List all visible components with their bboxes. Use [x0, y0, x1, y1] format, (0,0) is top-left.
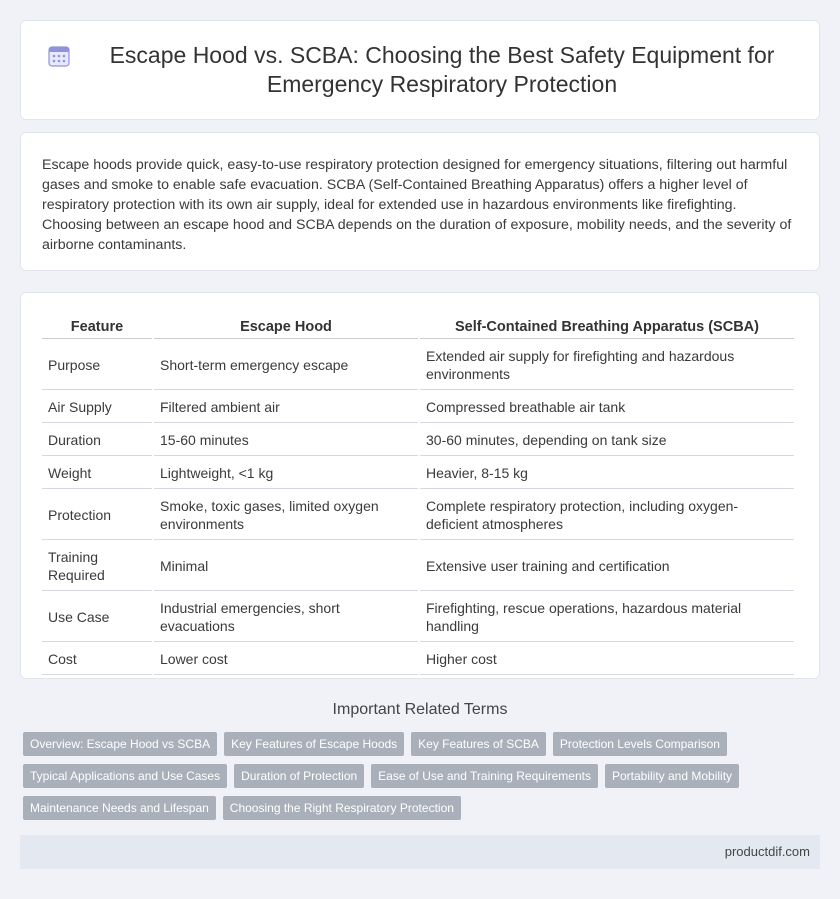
scba-cell: Extended air supply for firefighting and hazardous environments [420, 341, 794, 390]
escape-hood-cell: Lower cost [154, 644, 418, 675]
escape-hood-cell: Filtered ambient air [154, 392, 418, 423]
escape-hood-cell: Short-term emergency escape [154, 341, 418, 390]
table-header-row [42, 316, 794, 339]
related-term-tag[interactable]: Maintenance Needs and Lifespan [23, 796, 216, 820]
feature-cell: Training Required [42, 542, 152, 591]
intro-card [20, 132, 820, 271]
table-row [42, 644, 794, 675]
page-title: Escape Hood vs. SCBA: Choosing the Best Safety Equipment for Emergency Respiratory Protection [109, 42, 775, 97]
calendar-grid-icon [48, 45, 70, 67]
scba-cell: 30-60 minutes, depending on tank size [420, 425, 794, 456]
table-row [42, 542, 794, 591]
header-scba: Self-Contained Breathing Apparatus (SCBA) [420, 316, 794, 339]
scba-cell: Firefighting, rescue operations, hazardous material handling [420, 593, 794, 642]
table-row [42, 491, 794, 540]
scba-cell: Complete respiratory protection, including oxygen-deficient atmospheres [420, 491, 794, 540]
title-card [20, 20, 820, 120]
related-terms-heading: Important Related Terms [332, 701, 508, 718]
comparison-table [40, 314, 796, 677]
feature-cell: Cost [42, 644, 152, 675]
table-row [42, 593, 794, 642]
feature-cell: Purpose [42, 341, 152, 390]
intro-paragraph: Escape hoods provide quick, easy-to-use respiratory protection designed for emergency situations, filtering out harmful gases and smoke to enable safe evacuation. SCBA (Self-Contained Breathing Apparatus) offers a higher level of respiratory protection with its own air supply, ideal for extended use in hazardous environments like firefighting. Choosing between an escape hood and SCBA depends on the duration of exposure, mobility needs, and the severity of airborne contaminants. [42, 157, 792, 253]
related-term-tag[interactable]: Protection Levels Comparison [553, 732, 727, 756]
related-term-tag[interactable]: Portability and Mobility [605, 764, 739, 788]
related-terms-list [23, 732, 823, 828]
escape-hood-cell: Smoke, toxic gases, limited oxygen environments [154, 491, 418, 540]
table-row [42, 458, 794, 489]
title-wrap [48, 41, 792, 99]
feature-cell: Protection [42, 491, 152, 540]
table-row [42, 392, 794, 423]
scba-cell: Compressed breathable air tank [420, 392, 794, 423]
related-term-tag[interactable]: Ease of Use and Training Requirements [371, 764, 598, 788]
escape-hood-cell: 15-60 minutes [154, 425, 418, 456]
related-term-tag[interactable]: Key Features of SCBA [411, 732, 546, 756]
escape-hood-cell: Minimal [154, 542, 418, 591]
header-escape-hood: Escape Hood [154, 316, 418, 339]
escape-hood-cell: Industrial emergencies, short evacuations [154, 593, 418, 642]
scba-cell: Heavier, 8-15 kg [420, 458, 794, 489]
table-row [42, 341, 794, 390]
feature-cell: Duration [42, 425, 152, 456]
scba-cell: Higher cost [420, 644, 794, 675]
related-term-tag[interactable]: Key Features of Escape Hoods [224, 732, 404, 756]
scba-cell: Extensive user training and certification [420, 542, 794, 591]
header-feature: Feature [42, 316, 152, 339]
feature-cell: Weight [42, 458, 152, 489]
escape-hood-cell: Lightweight, <1 kg [154, 458, 418, 489]
related-term-tag[interactable]: Typical Applications and Use Cases [23, 764, 227, 788]
feature-cell: Use Case [42, 593, 152, 642]
table-row [42, 425, 794, 456]
feature-cell: Air Supply [42, 392, 152, 423]
related-term-tag[interactable]: Overview: Escape Hood vs SCBA [23, 732, 217, 756]
related-term-tag[interactable]: Choosing the Right Respiratory Protection [223, 796, 461, 820]
related-term-tag[interactable]: Duration of Protection [234, 764, 364, 788]
footer [20, 835, 820, 869]
footer-site-link[interactable]: productdif.com [724, 844, 810, 859]
comparison-card [20, 292, 820, 679]
